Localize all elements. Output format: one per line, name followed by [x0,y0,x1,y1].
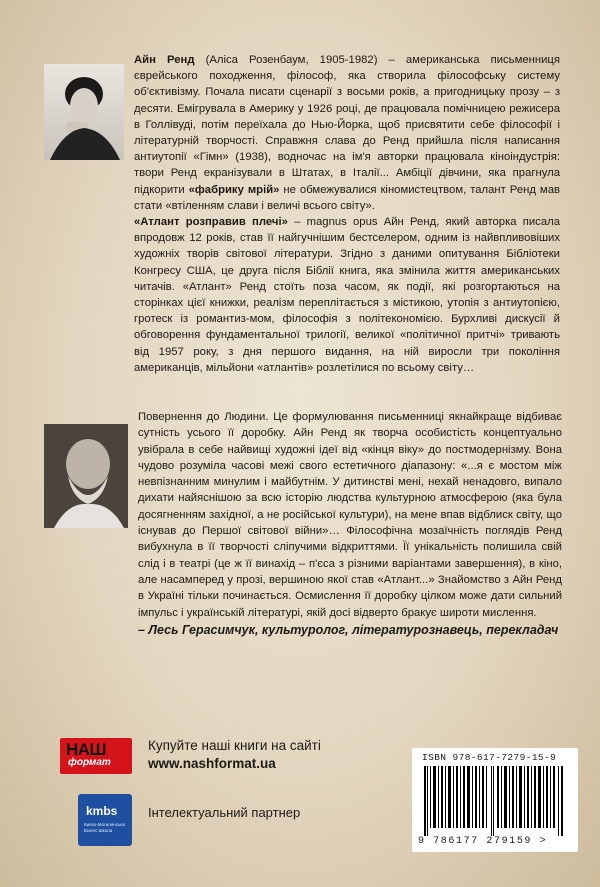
website-link[interactable]: www.nashformat.ua [148,756,276,771]
buy-text: Купуйте наші книги на сайті [148,738,321,753]
isbn-label: ISBN 978-617-7279-15-9 [422,752,557,763]
review-signature: – Лесь Герасимчук, культуролог, літературознавець, перекладач [138,622,559,637]
author-bio: Айн Ренд (Аліса Розенбаум, 1905-1982) – американська письменниця єврейського походження, філософ, яка створила філософську систему об'єктивізму. Почала писати сценарії з восьми років, а пригодницьку прозу – з десяти. Емігрувала в Америку у 1926 році, де працювала помічницею режисера в Голлівуді, потім переїхала до Нью-Йорка, щоб присвятити себе філософії і літературній творчості. Справжня слава до Ренд прийшла після написання антиутопії «Гімн» (1938), водночас на ім'я авторки працювала кіноіндустрія: твори Ренд екранізували в Штатах, в Італії... Амбіції дівчини, яка прагнула підкорити «фабрику мрій» не обмежувалися кіномистецтвом, талант Ренд мав стати «втіленням слави і величі всього світу». «Атлант розправив плечі» – magnus opus Айн Ренд, який авторка писала впродовж 12 років, став її найгучнішим бестселером, одним із найвпливовіших художніх творів світової літератури. Згідно з даними опитування Бібліотеки Конгресу США, це друга після Біблії книга, яка змінила життя американських читачів. «Атлант» Ренд стоїть поза часом, як події, які розгортаються на сторінках цієї книжки, реалізм переплітається з містикою, утопія з антиутопією, гротеск із романтиз-мом, філософія з політекономією. Бурхливі дискусії й обговорення фундаментальної трилогії, великої «політичної притчі» тривають від 1957 року, з дня першого видання, на ній виросли три покоління американців, мільйони «атлантів» розлетілися по всьому світу… [134,54,560,374]
critic-review [138,409,562,639]
author-photo [44,64,124,160]
book-title: «Атлант розправив плечі» [134,216,288,229]
highlight-quote: «фабрику мрій» [188,183,280,196]
author-name: Айн Ренд [134,54,195,66]
nash-format-logo: НАШ формат [60,738,132,774]
kmbs-logo: kmbs Києво-Могилянська Бізнес Школа [78,794,132,846]
partner-label: Інтелектуальний партнер [148,805,301,820]
review-text: Повернення до Людини. Це формулювання письменниці якнайкраще відбиває сутність усього її доробку. Айн Ренд як творча особистість концептуально увібрала в себе найвищі художні ідеї від «кінця віку» до постмодернізму. Вона чудово розуміла часові межі свого естетичного діапазону: «...я є мостом між невпізнанним минулим і майбутнім. У дитинстві мені, нехай ненадовго, випало дихати найяснішою за всю історію людства культурною атмосферою (яка була досягненням західної, а не російської культури), на мене впав відблиск світу, що існував до Першої світової війни»… Філософічна мозаїчність поглядів Ренд вибухнула в її творчості сліпучими відкриттями. Її унікальність полишила свій слід і в театрі (це ж її винахід – п'єса з різними варіантами завершення), в кіно, але насамперед у прозі, вершиною якої став «Атлант...» Знайомство з Айн Ренд в Україні тільки починається. Осмислення її доробку цілком може дати сильний імпульс і українській літературі, якій досі відверто бракує широти мислення. [138,411,562,619]
barcode-digits: 9 786177 279159 > [418,836,548,847]
barcode-bars [424,766,566,836]
barcode [412,748,578,852]
critic-photo [44,424,128,528]
